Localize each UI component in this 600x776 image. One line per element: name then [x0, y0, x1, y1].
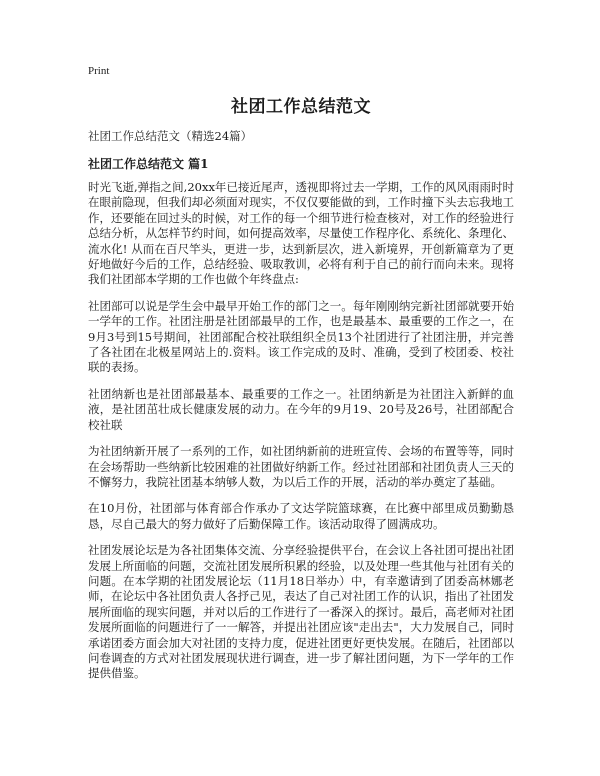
paragraph-2: 社团部可以说是学生会中最早开始工作的部门之一。每年刚刚纳完新社团部就要开始一学年的工作。社团注册是社团部最早的工作，也是最基本、最重要的工作之一，在9月3号到15号期间，社团部配合校社联组织全员13个社团进行了社团注册，并完善了各社团在北极星网站上的.资料。该工作完成的及时、准确，受到了校团委、校社联的表扬。 [88, 298, 514, 375]
document-page [88, 64, 514, 693]
paragraph-4: 为社团纳新开展了一系列的工作，如社团纳新前的进班宣传、会场的布置等等，同时在会场帮助一些纳新比较困难的社团做好纳新工作。经过社团部和社团负责人三天的不懈努力，我院社团基本纳够人数，为以后工作的开展，活动的举办奠定了基础。 [88, 444, 514, 489]
paragraph-6: 社团发展论坛是为各社团集体交流、分享经验提供平台，在会议上各社团可提出社团发展上所面临的问题，交流社团发展所积累的经验，以及处理一些其他与社团有关的问题。在本学期的社团发展论坛（11月18日举办）中，有幸邀请到了团委高林娜老师，在论坛中各社团负责人各抒己见，表达了自己对社团工作的认识，指出了社团发展所面临的现实问题，并对以后的工作进行了一番深入的探讨。最后，高老师对社团发展所面临的问题进行了一一解答，并提出社团应该"走出去"，大力发展自己，同时承诺团委方面会加大对社团的支持力度，促进社团更好更快发展。在随后，社团部以问卷调查的方式对社团发展现状进行调查，进一步了解社团问题，为下一学年的工作提供借鉴。 [88, 543, 514, 681]
print-label[interactable]: Print [88, 65, 110, 77]
paragraph-3: 社团纳新也是社团部最基本、最重要的工作之一。社团纳新是为社团注入新鲜的血液，是社团茁壮成长健康发展的动力。在今年的9月19、20号及26号，社团部配合校社联 [88, 386, 514, 432]
document-subtitle: 社团工作总结范文（精选24篇） [88, 129, 253, 143]
paragraph-5: 在10月份，社团部与体育部合作承办了文达学院篮球赛，在比赛中部里成员勤勤恳恳，尽自己最大的努力做好了后勤保障工作。该活动取得了圆满成功。 [88, 501, 514, 531]
section-heading: 社团工作总结范文 篇1 [88, 157, 209, 171]
page-title: 社团工作总结范文 [231, 97, 371, 117]
paragraph-1: 时光飞逝,弹指之间,20xx年已接近尾声，透视即将过去一学期，工作的风风雨雨时时在眼前隐现，但我们却必须面对现实，不仅仅要能做的到，工作时撞下头去忘我地工作，还要能在回过头的时候，对工作的每一个细节进行检查核对，对工作的经验进行总结分析，从怎样节约时间，如何提高效率，尽量使工作程序化、系统化、条理化、流水化! 从而在百尺竿头，更进一步，达到新层次，进入新境界，开创新篇章为了更好地做好今后的工作，总结经验、吸取教训，必将有利于自己的前行而向未来。现将我们社团部本学期的工作也做个年终盘点: [88, 180, 514, 287]
